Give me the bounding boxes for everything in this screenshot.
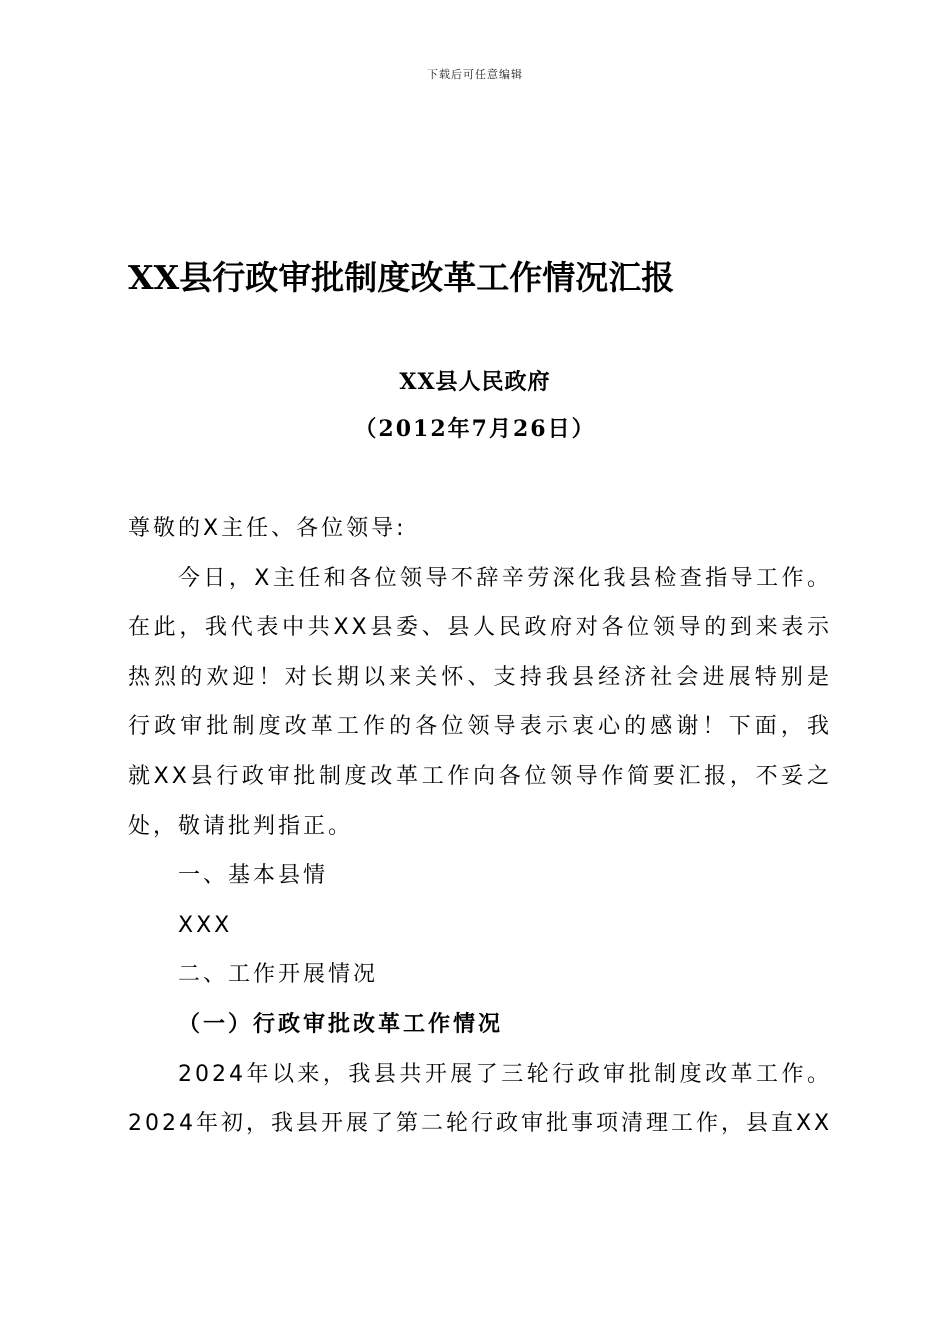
section-heading: 二、工作开展情况: [178, 962, 379, 988]
section-line: 2024年初，我县开展了第二轮行政审批事项清理工作，县直XX: [128, 1111, 833, 1137]
salutation: 尊敬的X主任、各位领导:: [128, 516, 407, 541]
header-note: 下载后可任意编辑: [427, 68, 523, 81]
section-subheading: （一）行政审批改革工作情况: [178, 1010, 504, 1037]
document-body: [128, 504, 832, 1149]
issuer-line: XX县人民政府: [399, 369, 551, 395]
section-content: XXX: [178, 912, 233, 938]
document-title: XX县行政审批制度改革工作情况汇报: [128, 258, 675, 297]
intro-line: 今日，X主任和各位领导不辞辛劳深化我县检查指导工作。: [178, 565, 832, 591]
section-heading: 一、基本县情: [178, 863, 329, 889]
intro-line: 就XX县行政审批制度改革工作向各位领导作简要汇报，不妥之: [128, 763, 832, 789]
intro-line: 处，敬请批判指正。: [128, 813, 354, 839]
intro-line: 热烈的欢迎！对长期以来关怀、支持我县经济社会进展特别是: [128, 664, 832, 690]
intro-line: 在此，我代表中共XX县委、县人民政府对各位领导的到来表示: [128, 615, 832, 641]
intro-line: 行政审批制度改革工作的各位领导表示衷心的感谢！下面，我: [128, 714, 832, 740]
section-line: 2024年以来，我县共开展了三轮行政审批制度改革工作。: [178, 1061, 832, 1087]
date-line: （2012年7月26日）: [354, 416, 596, 442]
